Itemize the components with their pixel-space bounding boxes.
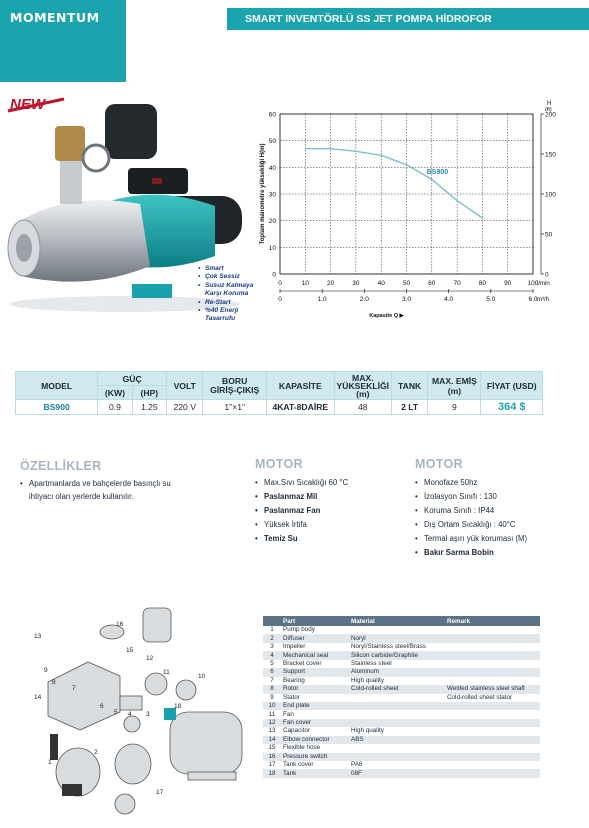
motor-specs-list xyxy=(415,476,527,560)
diagram-callout: 14 xyxy=(34,694,42,701)
diagram-callout: 4 xyxy=(128,711,132,718)
part-name: Flexible hose xyxy=(281,744,349,752)
diagram-callout: 15 xyxy=(126,647,134,654)
parts-row xyxy=(263,626,540,634)
part-material: ABS xyxy=(349,736,445,744)
ozellikler-text xyxy=(20,477,171,503)
part-number: 14 xyxy=(263,736,281,744)
col-pipe-line2: GİRİŞ-ÇIKIŞ xyxy=(210,384,260,395)
diagram-callout: 1 xyxy=(48,759,52,766)
parts-row xyxy=(263,727,540,735)
motor-spec-item: • Monofaze 50hz xyxy=(415,476,527,490)
part-material xyxy=(349,626,445,634)
col-head-line1: MAX. xyxy=(352,372,374,383)
part-name: Support xyxy=(281,668,349,676)
kw-value: 0.9 xyxy=(98,400,132,415)
x-tick-label-m3h: 4.0 xyxy=(444,296,454,303)
parts-row xyxy=(263,736,540,744)
col-pipe xyxy=(203,372,267,400)
part-name: Diffuser xyxy=(281,634,349,642)
part-material xyxy=(349,744,445,752)
part-remark xyxy=(445,736,540,744)
part-name: Stator xyxy=(281,694,349,702)
parts-row xyxy=(263,668,540,676)
part-material: 08F xyxy=(349,769,445,777)
part-number: 2 xyxy=(263,634,281,642)
part-material: Stainless steel xyxy=(349,660,445,668)
diagram-callout: 7 xyxy=(72,685,76,692)
pipe-value: 1"×1" xyxy=(203,400,267,415)
part-name: Rotor xyxy=(281,685,349,693)
col-price: FİYAT (USD) xyxy=(481,372,543,400)
y-tick-label: 50 xyxy=(268,138,276,146)
motor-features-list xyxy=(255,476,348,546)
x-tick-label-m3h: 3.0 xyxy=(401,296,412,303)
parts-row xyxy=(263,651,540,659)
col-head-unit: (m) xyxy=(356,388,370,399)
part-remark xyxy=(445,643,540,651)
col-suction-line1: MAX. EMİŞ xyxy=(431,375,477,386)
diagram-callout: 8 xyxy=(52,679,56,686)
y-tick-label: 40 xyxy=(268,164,276,172)
part-name: Tank xyxy=(281,769,349,777)
parts-row xyxy=(263,761,540,769)
y-tick-label: 60 xyxy=(268,111,276,119)
part-remark xyxy=(445,702,540,710)
part-number: 4 xyxy=(263,651,281,659)
parts-row xyxy=(263,744,540,752)
part-material: Noryl/Stainless steel/Brass xyxy=(349,643,445,651)
tank-value: 2 LT xyxy=(391,400,427,415)
col-head xyxy=(334,372,391,400)
exploded-view-diagram xyxy=(28,604,248,819)
feature-item: • Smart xyxy=(198,265,253,273)
diagram-callout: 5 xyxy=(114,709,118,716)
spec-table xyxy=(15,371,543,415)
col-power: GÜÇ xyxy=(98,372,167,386)
ft-tick-label: 150 xyxy=(545,151,556,159)
part-number: 1 xyxy=(263,626,281,634)
part-name: End plate xyxy=(281,702,349,710)
series-label: BS900 xyxy=(426,169,449,176)
brand-logo: MOMENTUM xyxy=(10,10,100,25)
x-tick-label-m3h: 2.0 xyxy=(359,296,369,303)
parts-row xyxy=(263,702,540,710)
part-material xyxy=(349,753,445,761)
y-tick-label: 30 xyxy=(268,191,276,199)
hp-value: 1.25 xyxy=(132,400,166,415)
ft-tick-label: 100 xyxy=(545,191,556,199)
x-tick-label-lmin: 50 xyxy=(402,280,411,287)
feature-list xyxy=(198,265,253,324)
part-material xyxy=(349,694,445,702)
diagram-callout: 16 xyxy=(116,621,124,628)
parts-table xyxy=(263,616,540,778)
part-remark: Cold-rolled sheet stator xyxy=(445,694,540,702)
motor-feature-item: • Paslanmaz Mil xyxy=(255,490,348,504)
motor-spec-item: • Dış Ortam Sıcaklığı : 40°C xyxy=(415,518,527,532)
diagram-callout: 18 xyxy=(174,703,182,710)
part-material xyxy=(349,702,445,710)
head-value: 48 xyxy=(334,400,391,415)
part-material: Silicon carbide/Graphite xyxy=(349,651,445,659)
part-name: Tank cover xyxy=(281,761,349,769)
x-tick-label-m3h: 0 xyxy=(278,296,282,303)
col-model: MODEL xyxy=(16,372,98,400)
part-remark xyxy=(445,769,540,777)
diagram-callout: 12 xyxy=(146,655,154,662)
part-material: PA6 xyxy=(349,761,445,769)
part-material: High quality xyxy=(349,677,445,685)
parts-row xyxy=(263,677,540,685)
part-number: 6 xyxy=(263,668,281,676)
motor-feature-item: • Max.Sıvı Sıcaklığı 60 °C xyxy=(255,476,348,490)
volt-value: 220 V xyxy=(166,400,202,415)
part-remark xyxy=(445,668,540,676)
x-tick-label-lmin: 30 xyxy=(352,280,360,287)
ft-tick-label: 50 xyxy=(545,231,553,239)
motor-spec-item: • İzolasyon Sınıfı : 130 xyxy=(415,490,527,504)
part-remark xyxy=(445,677,540,685)
feature-item: Tasarrufu xyxy=(205,315,236,323)
part-number: 10 xyxy=(263,702,281,710)
new-badge xyxy=(6,93,66,115)
x-unit-m3h: m³/h xyxy=(537,297,549,303)
part-material: Noryl xyxy=(349,634,445,642)
ft-axis-letter: H xyxy=(547,101,552,107)
x-tick-label-lmin: 80 xyxy=(478,280,487,287)
parts-row xyxy=(263,719,540,727)
parts-row xyxy=(263,769,540,777)
parts-header-material: Material xyxy=(349,616,445,626)
part-number: 7 xyxy=(263,677,281,685)
parts-header-part: Part xyxy=(281,616,349,626)
x-tick-label-m3h: 6.0 xyxy=(528,296,538,303)
part-name: Elbow connector xyxy=(281,736,349,744)
col-head-line2: YÜKSEKLİĞİ xyxy=(336,380,390,391)
parts-row xyxy=(263,753,540,761)
part-material xyxy=(349,719,445,727)
part-number: 11 xyxy=(263,710,281,718)
x-tick-label-lmin: 0 xyxy=(278,280,282,287)
part-remark xyxy=(445,626,540,634)
part-name: Fan cover xyxy=(281,719,349,727)
page-title: SMART INVENTÖRLÜ SS JET POMPA HİDROFOR xyxy=(245,13,492,25)
motor-feature-item: • Paslanmaz Fan xyxy=(255,504,348,518)
x-tick-label-lmin: 100 xyxy=(527,280,539,287)
col-hp: (HP) xyxy=(132,386,166,400)
part-remark xyxy=(445,727,540,735)
part-remark xyxy=(445,710,540,718)
diagram-callout: 13 xyxy=(34,633,42,640)
parts-row xyxy=(263,660,540,668)
feature-item: • %40 Enerji xyxy=(198,307,253,315)
diagram-callout: 3 xyxy=(146,711,150,718)
price-value: 364 $ xyxy=(481,400,543,415)
feature-item: Karşı Koruma xyxy=(205,290,249,298)
part-number: 15 xyxy=(263,744,281,752)
diagram-callout: 10 xyxy=(198,673,206,680)
part-number: 8 xyxy=(263,685,281,693)
part-name: Bracket cover xyxy=(281,660,349,668)
ft-tick-label: 0 xyxy=(545,271,549,279)
diagram-callout: 11 xyxy=(163,669,170,676)
parts-row xyxy=(263,710,540,718)
ft-tick-label: 200 xyxy=(545,111,556,119)
capacity-value: 4KAT-8DAİRE xyxy=(266,400,334,415)
motor-spec-item: • Koruma Sınıfı : IP44 xyxy=(415,504,527,518)
ozellikler-line: ihtiyacı olan yerlerde kullanılır. xyxy=(29,492,134,501)
x-tick-label-lmin: 70 xyxy=(453,280,461,287)
part-remark xyxy=(445,634,540,642)
part-remark xyxy=(445,753,540,761)
part-name: Fan xyxy=(281,710,349,718)
part-remark xyxy=(445,761,540,769)
x-tick-label-lmin: 20 xyxy=(326,280,335,287)
motor-specs-title: MOTOR xyxy=(415,457,463,471)
part-name: Impeller xyxy=(281,643,349,651)
col-suction-unit: (m) xyxy=(447,385,462,396)
col-pipe-line1: BORU xyxy=(222,375,248,386)
model-value: BS900 xyxy=(16,400,98,415)
col-kw: (KW) xyxy=(98,386,132,400)
part-material: High quality xyxy=(349,727,445,735)
part-number: 5 xyxy=(263,660,281,668)
motor-features-title: MOTOR xyxy=(255,457,303,471)
x-tick-label-lmin: 90 xyxy=(504,280,512,287)
part-remark xyxy=(445,719,540,727)
spec-row xyxy=(16,400,543,415)
part-name: Capacitor xyxy=(281,727,349,735)
x-tick-label-m3h: 1.0 xyxy=(317,296,327,303)
x-tick-label-lmin: 40 xyxy=(377,280,385,287)
x-tick-label-m3h: 5.0 xyxy=(486,296,496,303)
part-name: Mechanical seal xyxy=(281,651,349,659)
part-remark xyxy=(445,660,540,668)
new-badge-label: NEW xyxy=(10,96,45,113)
suction-value: 9 xyxy=(428,400,481,415)
diagram-callout: 9 xyxy=(44,667,48,674)
part-material: Cold-rolled sheet xyxy=(349,685,445,693)
y-tick-label: 10 xyxy=(268,244,276,252)
motor-feature-item: • Yüksek İrtifa xyxy=(255,518,348,532)
part-material xyxy=(349,710,445,718)
diagram-callout: 2 xyxy=(94,749,98,756)
part-name: Bearing xyxy=(281,677,349,685)
diagram-callout: 17 xyxy=(156,789,164,796)
x-unit-lmin: l/min xyxy=(537,281,550,287)
parts-header-remark: Remark xyxy=(445,616,540,626)
diagram-callout: 6 xyxy=(100,703,104,710)
part-number: 17 xyxy=(263,761,281,769)
part-number: 13 xyxy=(263,727,281,735)
x-tick-label-lmin: 10 xyxy=(301,280,309,287)
y-axis-title: Toplam manometre yüksekliği H(m) xyxy=(260,143,266,245)
part-remark xyxy=(445,651,540,659)
motor-feature-item: • Temiz Su xyxy=(255,532,348,546)
ozellikler-title: ÖZELLİKLER xyxy=(20,459,102,473)
col-tank: TANK xyxy=(391,372,427,400)
motor-spec-item: • Bakır Sarma Bobin xyxy=(415,546,527,560)
feature-item: • Re-Start xyxy=(198,299,253,307)
x-axis-title: Kapasite Q ▶ xyxy=(369,313,404,319)
col-volt: VOLT xyxy=(166,372,202,400)
part-number: 12 xyxy=(263,719,281,727)
part-material: Aluminum xyxy=(349,668,445,676)
feature-item: • Susuz Kalmaya xyxy=(198,282,253,290)
part-name: Pump body xyxy=(281,626,349,634)
parts-row xyxy=(263,634,540,642)
feature-item: • Çok Sessiz xyxy=(198,273,253,281)
col-capacity: KAPASİTE xyxy=(266,372,334,400)
ozellikler-line: • Apartmanlarda ve bahçelerde basınçlı su xyxy=(20,477,171,490)
y-tick-label: 20 xyxy=(268,218,276,226)
part-remark xyxy=(445,744,540,752)
part-remark: Welded stainless steel shaft xyxy=(445,685,540,693)
parts-row xyxy=(263,643,540,651)
parts-row xyxy=(263,685,540,693)
col-suction xyxy=(428,372,481,400)
parts-row xyxy=(263,694,540,702)
parts-header-no xyxy=(263,616,281,626)
part-number: 3 xyxy=(263,643,281,651)
performance-chart xyxy=(256,92,589,332)
part-number: 16 xyxy=(263,753,281,761)
x-tick-label-lmin: 60 xyxy=(428,280,436,287)
part-name: Pressure switch xyxy=(281,753,349,761)
motor-spec-item: • Termal aşırı yük koruması (M) xyxy=(415,532,527,546)
part-number: 9 xyxy=(263,694,281,702)
ft-axis-unit: (ft) xyxy=(545,107,552,113)
y-tick-label: 0 xyxy=(272,271,276,279)
part-number: 18 xyxy=(263,769,281,777)
